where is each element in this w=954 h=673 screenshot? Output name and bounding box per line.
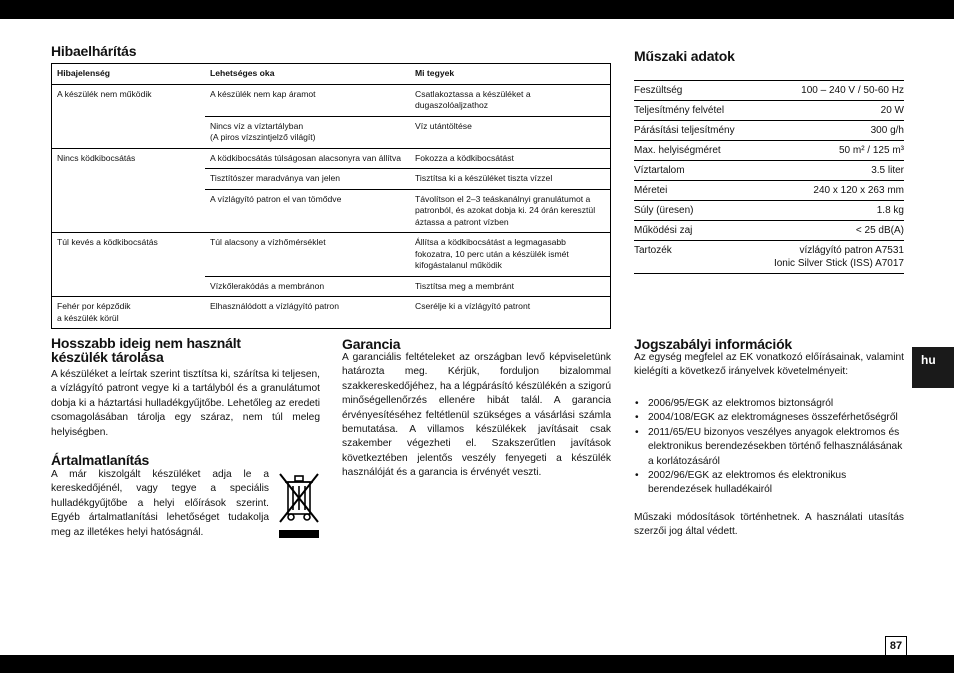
spec-label: Teljesítmény felvétel (634, 105, 725, 116)
table-row (205, 190, 610, 233)
cause-cell: A vízlágyító patron el van tömődve (210, 193, 342, 204)
legal-title: Jogszabályi információk (634, 336, 793, 352)
specs-table (634, 80, 904, 274)
legal-directive-list (634, 397, 904, 498)
problem-cell: Nincs ködkibocsátás (57, 152, 136, 163)
spec-value: 300 g/h (870, 125, 904, 136)
crossed-out-wheelie-bin-icon (277, 470, 321, 540)
problem-cell: Fehér por képződik a készülék körül (57, 301, 131, 323)
problem-cell: A készülék nem működik (57, 88, 152, 99)
cause-cell: Nincs víz a víztartályban (A piros vízszintjelző világít) (210, 120, 316, 142)
list-item: • 2006/95/EGK az elektromos biztonságról (634, 397, 904, 411)
header-cause: Lehetséges oka (210, 68, 275, 78)
fix-cell: Cserélje ki a vízlágyító patront (415, 301, 531, 311)
fix-cell: Csatlakoztassa a készüléket a dugaszolóaljzathoz (415, 88, 531, 110)
spec-label: Működési zaj (634, 225, 693, 236)
spec-row (634, 120, 904, 140)
spec-row (634, 160, 904, 180)
troubleshooting-title: Hibaelhárítás (51, 43, 137, 59)
spec-row (634, 180, 904, 200)
cause-cell: Vízkőlerakódás a membránon (210, 280, 325, 291)
header-fix: Mi tegyek (415, 68, 455, 78)
table-row (205, 85, 610, 117)
spec-row (634, 220, 904, 240)
table-row (205, 149, 610, 170)
spec-label: Feszültség (634, 85, 683, 96)
cause-cell: Túl alacsony a vízhőmérséklet (210, 237, 326, 247)
cause-cell: Elhasználódott a vízlágyító patron (210, 301, 339, 311)
spec-value: 50 m² / 125 m³ (838, 145, 904, 156)
spec-label: Párásítási teljesítmény (634, 125, 735, 136)
table-row-group (52, 233, 610, 297)
problem-cell: Túl kevés a ködkibocsátás (57, 237, 158, 247)
disposal-text: A már kiszolgált készüléket adja le a kereskedőjénél, vagy tegye a speciális hulladékgyűjtőbe a helyi előírások szerint. Egyéb ártalmatlanítási lehetőséget tudakolja meg az illetékes helyi hatóságnál. (51, 469, 269, 538)
language-tab-label: hu (921, 353, 936, 367)
spec-label: Méretei (634, 185, 668, 196)
table-row (205, 277, 610, 297)
spec-row (634, 200, 904, 220)
spec-label: Max. helyiségméret (634, 145, 721, 156)
list-item: • 2004/108/EGK az elektromágneses összeférhetőségről (634, 411, 904, 425)
fix-cell: Tisztítsa meg a membránt (415, 280, 515, 291)
spec-value: < 25 dB(A) (855, 225, 904, 236)
spec-value: 240 x 120 x 263 mm (813, 185, 904, 196)
spec-value: vízlágyító patron A7531 Ionic Silver Stick (ISS) A7017 (773, 245, 904, 269)
fix-cell: Tisztítsa ki a készüléket tiszta vízzel (415, 173, 553, 183)
warranty-title: Garancia (342, 336, 401, 352)
spec-row (634, 80, 904, 100)
spec-value: 100 – 240 V / 50-60 Hz (801, 85, 904, 96)
storage-text: A készüléket a leírtak szerint tisztítsa ki, szárítsa ki teljesen, a vízlágyító patront vegye ki a tartályból és a granulátumot dobja ki a háztartási hulladékgyűjtőbe. Lehetőleg az eredeti csomagolásában tárolja egy száraz, nem túl meleg helyiségben. (51, 369, 320, 438)
spec-value: 20 W (880, 105, 904, 116)
language-tab (912, 347, 954, 388)
spec-row (634, 100, 904, 120)
fix-cell: Víz utántöltése (415, 120, 472, 131)
fix-cell: Fokozza a ködkibocsátást (415, 152, 514, 163)
warranty-text: A garanciális feltételeket az országban levő képviseletünk határozta meg. Kérjük, forduljon bizalommal szakkereskedőjéhez, ha a légpárásító készülékén a szigorú minőségellenőrzés ellenére hibát talál. A garancia érvényesítéséhez feltétlenül szükséges a vásárlási számla bemutatása. A villamos készülékek javításait csak szakember végezheti el. Szakszerűtlen javítások következtében jelentős veszély fenyegeti a készülék használóját és a garancia is érvényét veszti. (342, 352, 611, 479)
table-row-group (52, 85, 610, 149)
spec-row (634, 240, 904, 273)
table-header-row (52, 64, 610, 85)
table-row (205, 297, 610, 317)
header-problem: Hibajelenség (57, 68, 111, 78)
spec-label: Súly (üresen) (634, 205, 694, 216)
table-row-group (52, 149, 610, 234)
legal-intro: Az egység megfelel az EK vonatkozó előírásainak, valamint kielégíti a következő irányelvek követelményeit: (634, 352, 904, 378)
specs-title: Műszaki adatok (634, 48, 735, 64)
table-row-group (52, 297, 610, 328)
top-bar (0, 0, 954, 19)
fix-cell: Állítsa a ködkibocsátást a legmagasabb fokozatra, 10 perc után a készülék ismét kifogástalanul működik (415, 237, 569, 270)
table-row (205, 117, 610, 148)
table-row (205, 233, 610, 277)
cause-cell: Tisztítószer maradványa van jelen (210, 173, 341, 183)
table-row (205, 169, 610, 190)
storage-title: Hosszabb ideig nem használt készülék tárolása (51, 335, 241, 365)
cause-cell: A készülék nem kap áramot (210, 88, 316, 99)
disposal-title: Ártalmatlanítás (51, 452, 150, 468)
troubleshooting-table (51, 63, 611, 329)
page-number: 87 (885, 636, 907, 655)
list-item: • 2011/65/EU bizonyos veszélyes anyagok elektromos és elektronikus berendezésekben történő felhasználásának a korlátozásáról (634, 426, 904, 469)
fix-cell: Távolítson el 2–3 teáskanálnyi granulátumot a patronból, és azokat dobja ki. 24 órán keresztül áztassa a patront vízben (415, 193, 596, 227)
spec-label: Víztartalom (634, 165, 685, 176)
cause-cell: A ködkibocsátás túlságosan alacsonyra van állítva (210, 152, 402, 163)
legal-note: Műszaki módosítások történhetnek. A használati utasítás szerzői jog által védett. (634, 512, 904, 538)
spec-value: 3.5 liter (871, 165, 904, 176)
list-item: • 2002/96/EGK az elektromos és elektronikus berendezések hulladékairól (634, 469, 904, 498)
spec-label: Tartozék (634, 245, 672, 256)
spec-row (634, 140, 904, 160)
bottom-bar (0, 655, 954, 673)
spec-value: 1.8 kg (876, 205, 904, 216)
